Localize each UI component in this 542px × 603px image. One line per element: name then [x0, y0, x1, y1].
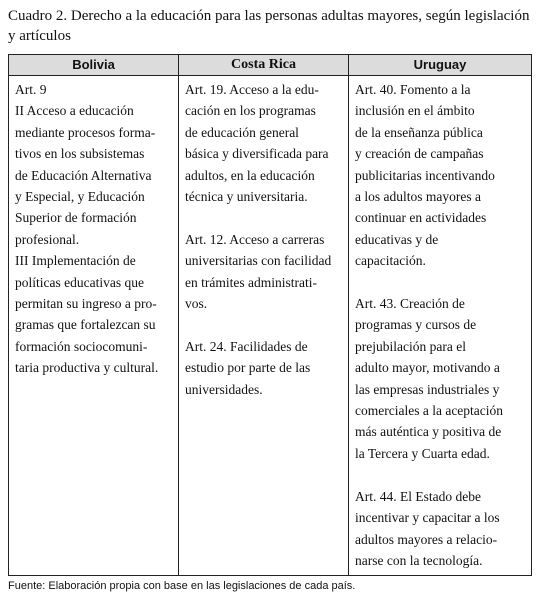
text-line: las empresas industriales y [355, 381, 500, 397]
text-line: mediante procesos forma- [15, 124, 156, 140]
text-line: capacitación. [355, 253, 426, 269]
text-line: en trámites administrati- [185, 274, 317, 290]
text-line: cación en los programas [185, 103, 316, 119]
text-line: III Implementación de [15, 253, 136, 269]
column-header-costa-rica: Costa Rica [179, 55, 349, 76]
source-note: Fuente: Elaboración propia con base en las legislaciones de cada país. [8, 580, 356, 592]
text-line: de educación general [185, 124, 299, 140]
text-line: continuar en actividades [355, 210, 487, 226]
text-line: más auténtica y positiva de [355, 424, 502, 440]
text-line: gramas que fortalezcan su [15, 317, 156, 333]
uruguay-art-40 [355, 79, 527, 272]
uruguay-cell [349, 76, 532, 576]
table-caption: Cuadro 2. Derecho a la educación para las personas adultas mayores, según legislación y artículos [8, 8, 530, 44]
text-line: adulto mayor, motivando a [355, 360, 500, 376]
paragraph-gap [185, 314, 344, 335]
text-line: inclusión en el ámbito [355, 103, 475, 119]
uruguay-art-43 [355, 293, 527, 464]
bolivia-text [15, 79, 174, 379]
text-line: y creación de campañas [355, 146, 484, 162]
text-line: taria productiva y cultural. [15, 360, 159, 376]
costa-rica-art-24 [185, 336, 344, 400]
text-line: Art. 40. Fomento a la [355, 82, 471, 97]
text-line: Art. 44. El Estado debe [355, 488, 481, 504]
text-line: profesional. [15, 231, 80, 247]
paragraph-gap [185, 207, 344, 228]
text-line: Art. 19. Acceso a la edu- [185, 82, 319, 97]
text-line: políticas educativas que [15, 274, 144, 290]
text-line: Superior de formación [15, 210, 137, 226]
text-line: Art. 43. Creación de [355, 296, 465, 312]
costa-rica-cell [179, 76, 349, 576]
text-line: Art. 12. Acceso a carreras [185, 231, 325, 247]
bolivia-cell [9, 76, 179, 576]
text-line: programas y cursos de [355, 317, 477, 333]
text-line: adultos mayores a relacio- [355, 531, 498, 547]
text-line: II Acceso a educación [15, 103, 134, 119]
text-line: de Educación Alternativa [15, 167, 152, 183]
text-line: narse con la tecnología. [355, 552, 483, 568]
text-line: y Especial, y Educación [15, 189, 145, 205]
text-line: permitan su ingreso a pro- [15, 296, 157, 312]
column-header-uruguay: Uruguay [349, 55, 532, 76]
text-line: Art. 24. Facilidades de [185, 338, 308, 354]
text-line: formación sociocomuni- [15, 338, 148, 354]
text-line: adultos, en la educación [185, 167, 315, 183]
text-line: comerciales a la aceptación [355, 403, 504, 419]
costa-rica-art-12 [185, 229, 344, 315]
text-line: publicitarias incentivando [355, 167, 495, 183]
text-line: técnica y universitaria. [185, 189, 308, 205]
table-row [9, 76, 532, 576]
text-line: educativas y de [355, 231, 439, 247]
costa-rica-art-19 [185, 79, 344, 207]
text-line: incentivar y capacitar a los [355, 510, 500, 526]
text-line: tivos en los subsistemas [15, 146, 145, 162]
uruguay-art-44 [355, 486, 527, 572]
text-line: básica y diversificada para [185, 146, 329, 162]
text-line: estudio por parte de las [185, 360, 311, 376]
column-header-bolivia: Bolivia [9, 55, 179, 76]
text-line: a los adultos mayores a [355, 189, 481, 205]
legislation-table [8, 54, 532, 576]
table-header-row [9, 55, 532, 76]
text-line: vos. [185, 296, 208, 312]
text-line: universidades. [185, 381, 263, 397]
text-line: prejubilación para el [355, 338, 466, 354]
text-line: universitarias con facilidad [185, 253, 332, 269]
text-line: la Tercera y Cuarta edad. [355, 445, 490, 461]
text-line: de la enseñanza pública [355, 124, 483, 140]
paragraph-gap [355, 464, 527, 485]
text-line: Art. 9 [15, 82, 47, 97]
paragraph-gap [355, 272, 527, 293]
